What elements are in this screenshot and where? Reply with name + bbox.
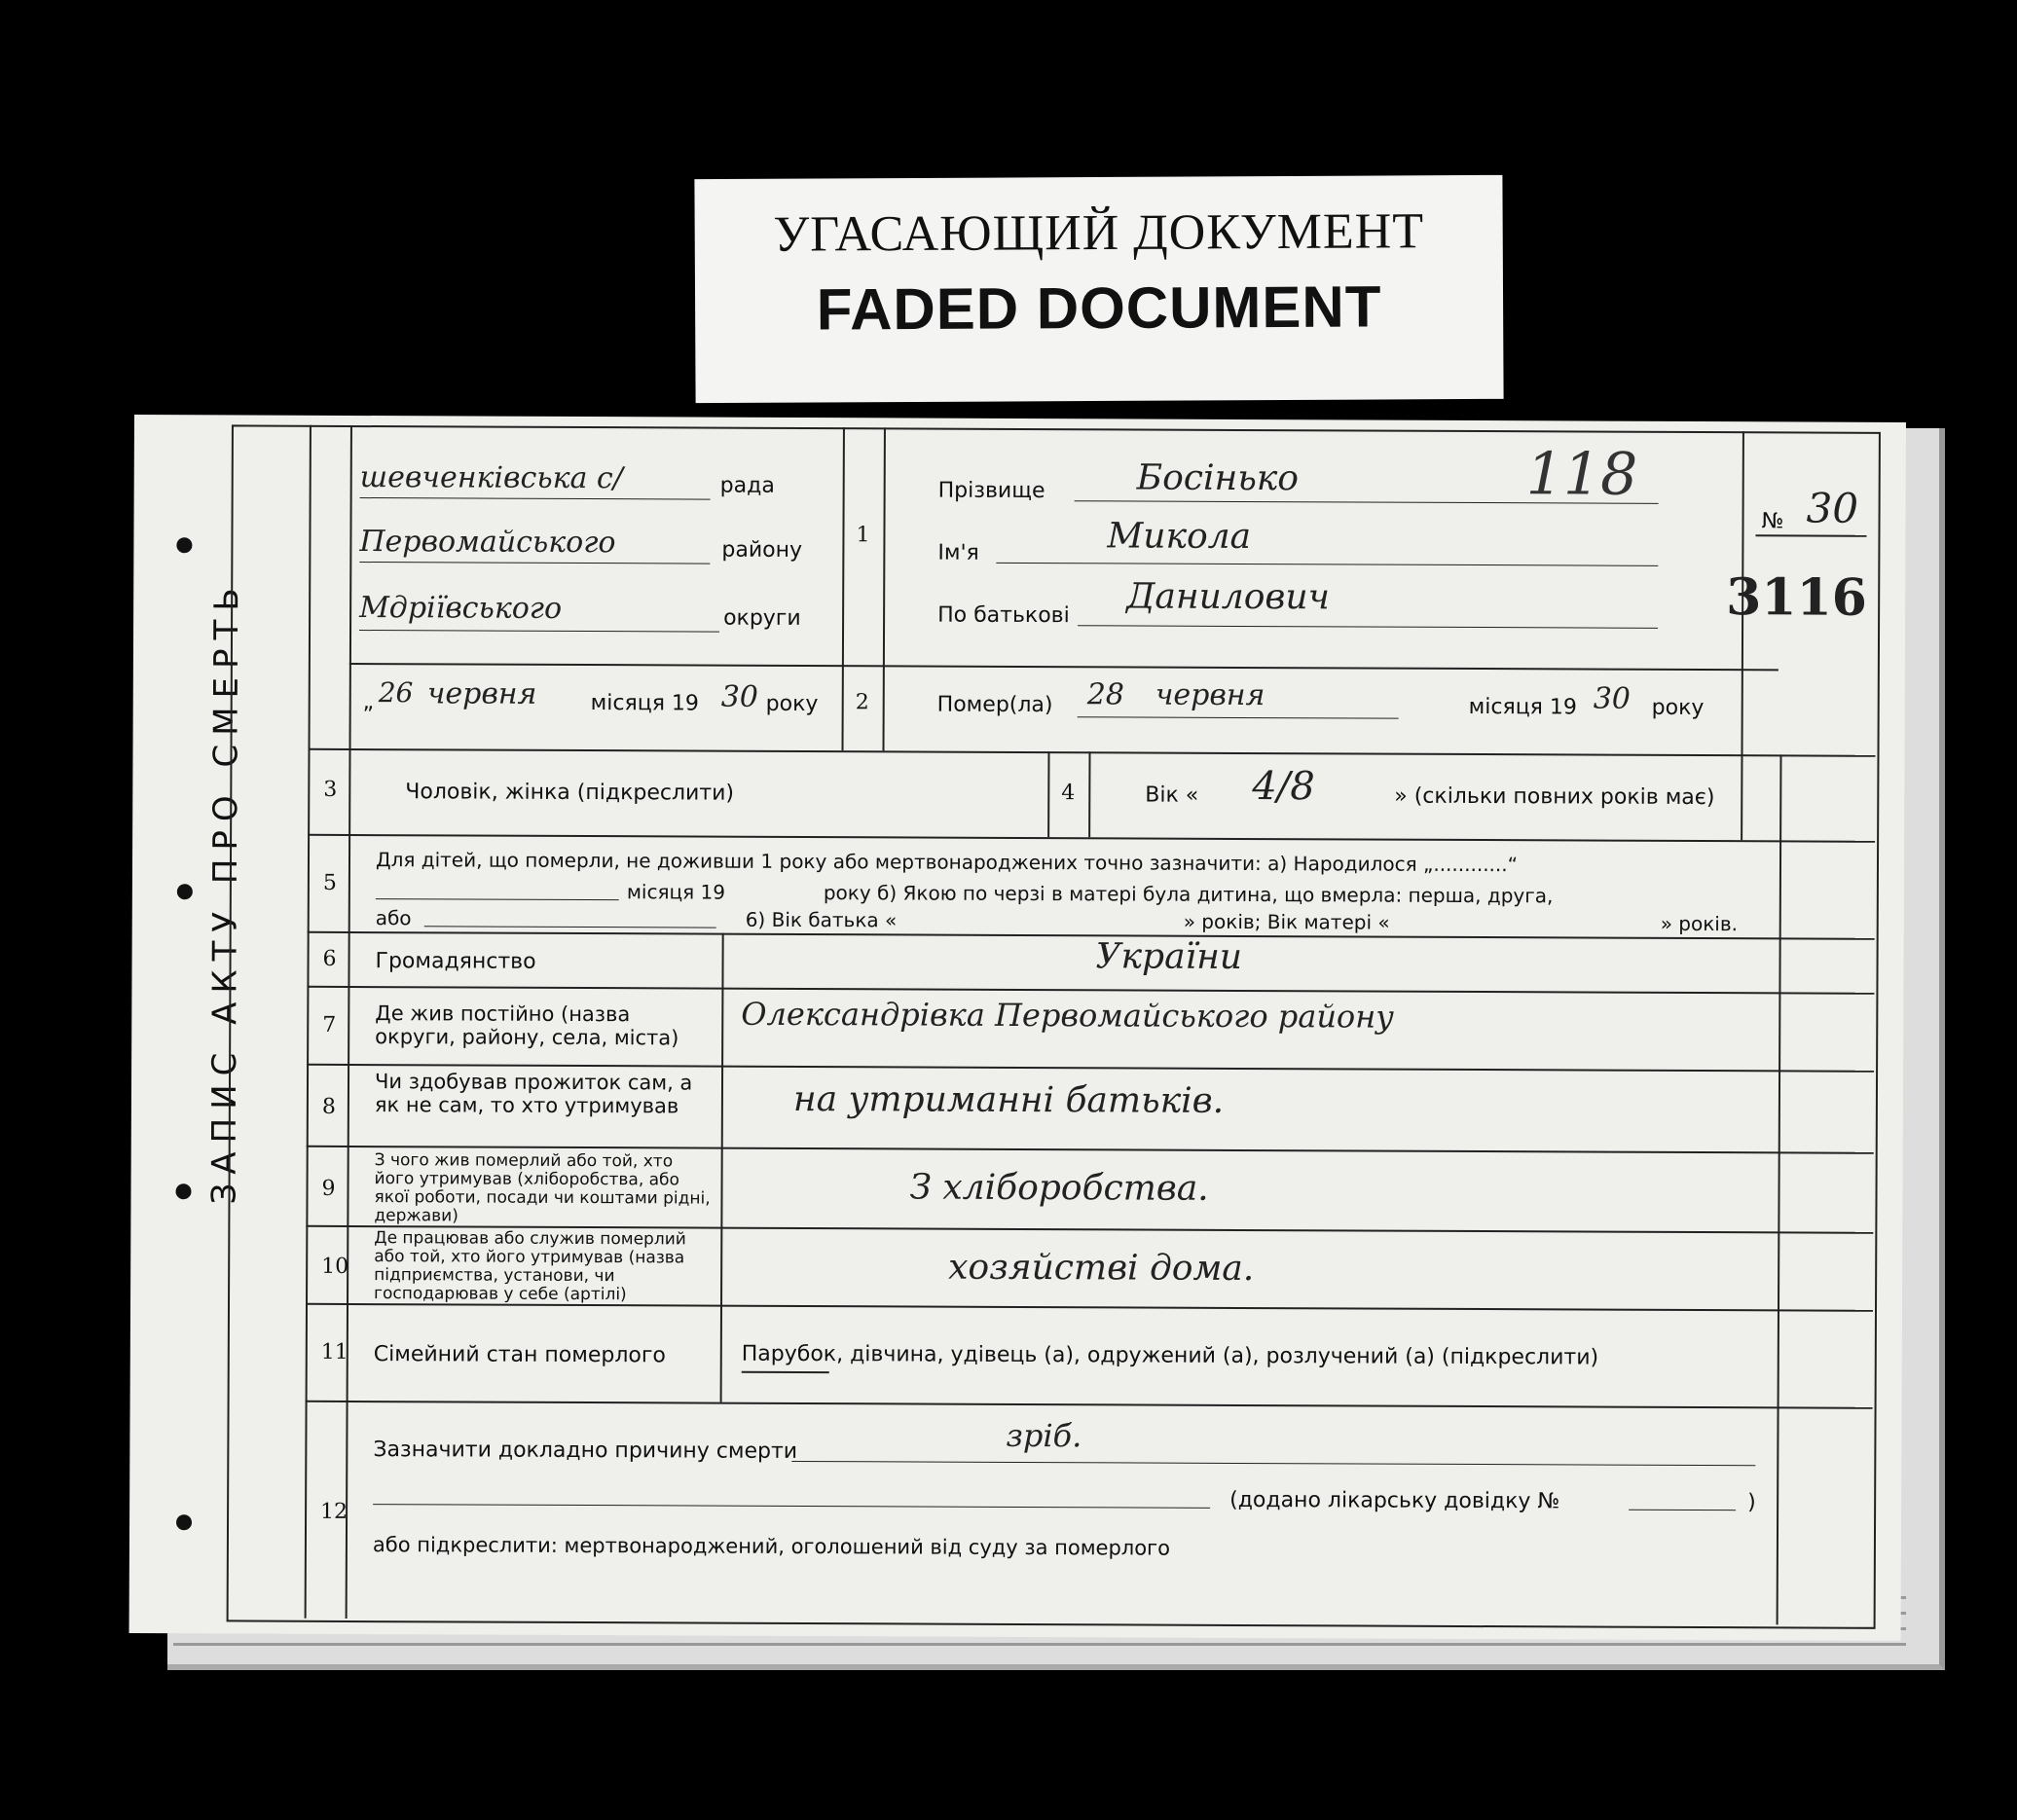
children-line-3d: » років. (1660, 911, 1739, 936)
left-date-prefix: „ (362, 690, 375, 715)
children-line-2a: місяця 19 (626, 880, 726, 904)
row-number: 6 (322, 946, 337, 971)
age-value: 4/8 (1252, 764, 1315, 810)
left-year-label: року (765, 691, 819, 717)
age-suffix: » (скільки повних років має) (1394, 783, 1715, 811)
workplace-value: хозяйстві дома. (948, 1247, 1255, 1290)
row-number: 7 (322, 1012, 337, 1037)
stack-edge (173, 1643, 1906, 1646)
row-number: 1 (856, 523, 870, 548)
certificate-close: ) (1747, 1490, 1756, 1515)
children-line-2b: року б) Якою по черзі в матері була дитина, що вмерла: перша, друга, (823, 881, 1554, 908)
sex-field: Чоловік, жінка (підкреслити) (405, 780, 735, 806)
form-title: ЗАПИС АКТУ ПРО СМЕРТЬ (204, 579, 247, 1205)
row-number: 5 (322, 870, 337, 895)
patronymic-value: Данилович (1126, 576, 1331, 618)
patronymic-label: По батькові (937, 602, 1070, 629)
okruha-value: Мдріївського (359, 591, 563, 626)
left-year-value: 30 (720, 679, 759, 714)
cause-value: зріб. (1006, 1416, 1082, 1455)
died-day: 28 (1086, 677, 1125, 712)
faded-document-label (694, 175, 1503, 403)
row-number: 9 (321, 1176, 336, 1201)
workplace-label: Де працював або служив померлий або той, хто його утримував (назва підприємства, установи, чи господарював у себе (артілі) (374, 1228, 686, 1305)
binder-hole (175, 1183, 191, 1199)
binder-hole (177, 884, 193, 899)
okruha-label: округи (723, 605, 801, 631)
residence-value: Олександрівка Первомайського району (741, 995, 1394, 1036)
rada-value: шевченківська с/ (359, 460, 623, 496)
died-month: червня (1155, 677, 1265, 713)
died-year-label: року (1651, 695, 1705, 721)
stamp-number: 3116 (1726, 567, 1868, 628)
left-month-label: місяця 19 (590, 691, 700, 716)
row-number: 10 (321, 1254, 349, 1279)
row-number: 12 (320, 1499, 348, 1524)
number-value: 30 (1806, 484, 1859, 532)
children-line-1: Для дітей, що померли, не доживши 1 року або мертвонароджених точно зазначити: а) Народилося „............“ (375, 848, 1519, 877)
label-russian: УГАСАЮЩИЙ ДОКУМЕНТ (773, 203, 1425, 263)
rada-label: рада (719, 473, 775, 498)
row-number: 8 (321, 1094, 336, 1119)
raion-value: Первомайського (359, 525, 616, 561)
children-line-3c: » років; Вік матері « (1183, 909, 1390, 934)
marital-options: Парубок, дівчина, удівець (а), одружений (а), розлучений (а) (підкреслити) (741, 1341, 1599, 1370)
name-value: Микола (1107, 516, 1252, 558)
marital-underline (742, 1371, 829, 1373)
pencil-mark: 118 (1525, 440, 1638, 509)
income-source-value: З хліборобства. (909, 1167, 1209, 1209)
income-source-label: З чого жив померлий або той, хто його утримував (хліборобства, або якої роботи, посади чи коштами рідні, держави) (374, 1150, 711, 1226)
citizenship-value: України (1095, 936, 1243, 977)
stillborn-line: або підкреслити: мертвонароджений, оголошений від суду за померлого (372, 1533, 1171, 1560)
livelihood-label: Чи здобував прожиток сам, а як не сам, то хто утримував (374, 1070, 693, 1118)
died-label: Помер(ла) (936, 692, 1053, 718)
children-line-3b: 6) Вік батька « (745, 907, 898, 932)
age-label: Вік « (1145, 783, 1199, 808)
livelihood-value: на утриманні батьків. (792, 1078, 1225, 1121)
citizenship-label: Громадянство (375, 949, 536, 974)
cause-label: Зазначити докладно причину смерти (373, 1438, 798, 1464)
row-number: 11 (320, 1339, 348, 1365)
children-line-3a: або (375, 906, 412, 930)
row-number: 4 (1061, 781, 1076, 806)
rule (1047, 751, 1049, 837)
label-english: FADED DOCUMENT (816, 273, 1382, 343)
binder-hole (176, 1514, 192, 1530)
surname-value: Босінько (1136, 457, 1300, 499)
death-record-form (129, 415, 1906, 1641)
died-month-label: місяця 19 (1468, 694, 1578, 720)
rule (1088, 751, 1090, 837)
left-date-month: червня (426, 676, 537, 711)
number-label: № (1761, 509, 1784, 534)
row-number: 3 (323, 777, 338, 802)
died-year-value: 30 (1593, 681, 1632, 716)
residence-label: Де жив постійно (назва округи, району, села, міста) (375, 1001, 679, 1050)
name-label: Ім'я (937, 540, 979, 565)
surname-label: Прізвище (937, 478, 1045, 504)
left-date-day: 26 (378, 676, 414, 710)
certificate-label: (додано лікарську довідку № (1229, 1487, 1560, 1514)
raion-label: району (721, 537, 803, 563)
binder-hole (176, 537, 192, 553)
marital-label: Сімейний стан померлого (373, 1342, 666, 1368)
row-number: 2 (855, 690, 869, 715)
